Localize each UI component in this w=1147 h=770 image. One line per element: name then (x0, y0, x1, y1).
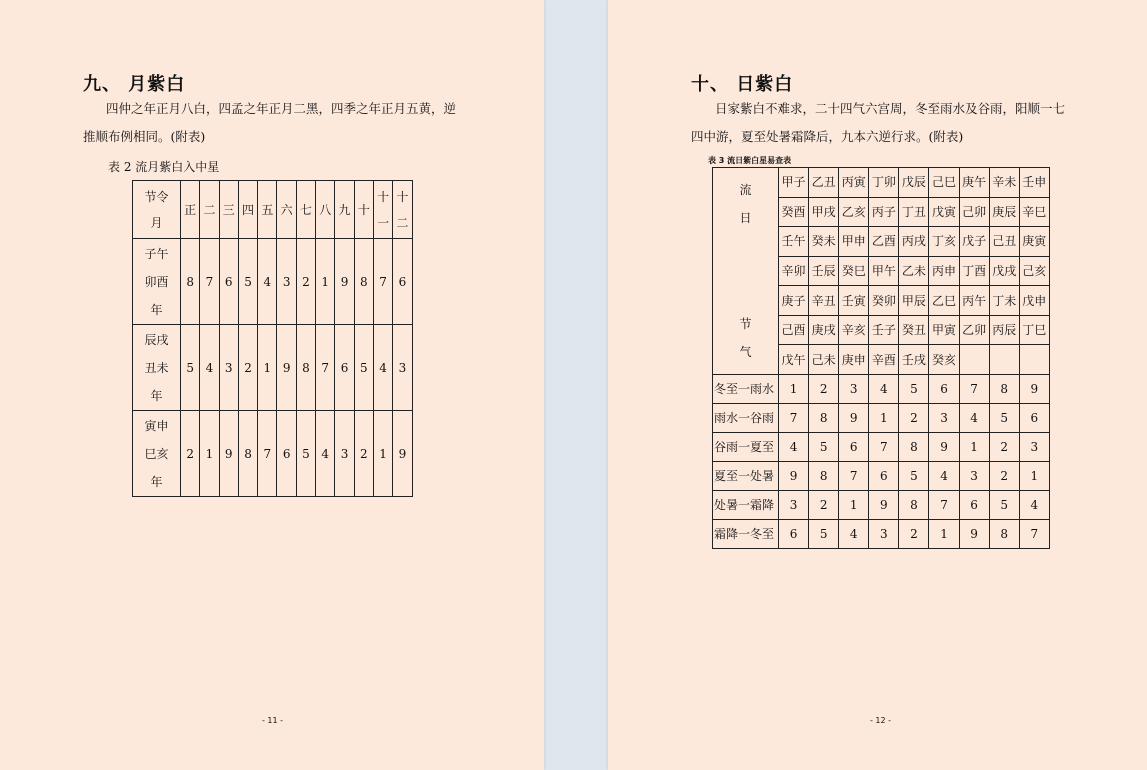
star-value: 4 (258, 239, 277, 325)
ganzhi-cell: 戊寅 (929, 197, 959, 227)
ganzhi-cell: 庚戌 (809, 315, 839, 345)
table-row (133, 411, 413, 497)
ganzhi-cell: 丙申 (929, 256, 959, 286)
row-label-line: 年 (150, 388, 163, 403)
ganzhi-cell (959, 345, 989, 375)
star-value: 1 (200, 411, 219, 497)
ganzhi-cell: 癸卯 (869, 286, 899, 316)
star-value: 2 (899, 520, 929, 549)
star-value: 3 (839, 375, 869, 404)
star-value: 6 (335, 325, 354, 411)
ganzhi-cell: 辛丑 (809, 286, 839, 316)
ganzhi-cell: 丙午 (959, 286, 989, 316)
star-value: 5 (354, 325, 373, 411)
star-value: 7 (258, 411, 277, 497)
star-value: 4 (959, 404, 989, 433)
star-value: 4 (869, 375, 899, 404)
ganzhi-cell: 壬子 (869, 315, 899, 345)
star-value: 2 (989, 462, 1019, 491)
row-label (133, 239, 181, 325)
star-value: 2 (899, 404, 929, 433)
table-row (133, 325, 413, 411)
section-heading: 九、 月紫白 (83, 74, 186, 95)
ganzhi-cell: 庚辰 (989, 197, 1019, 227)
ganzhi-cell: 癸亥 (929, 345, 959, 375)
ganzhi-cell: 庚申 (839, 345, 869, 375)
star-value: 8 (296, 325, 315, 411)
ganzhi-cell: 丁未 (989, 286, 1019, 316)
table-header-row (133, 181, 413, 239)
ganzhi-cell: 癸未 (809, 227, 839, 257)
star-value: 3 (779, 491, 809, 520)
ganzhi-cell: 乙巳 (929, 286, 959, 316)
term-row (713, 433, 1050, 462)
ganzhi-cell: 辛未 (989, 168, 1019, 198)
ganzhi-cell: 辛酉 (869, 345, 899, 375)
star-value: 4 (929, 462, 959, 491)
row-label-line: 丑未 (144, 360, 169, 375)
star-value: 8 (899, 433, 929, 462)
star-value: 7 (200, 239, 219, 325)
row-label-line: 巳亥 (144, 446, 169, 461)
ganzhi-cell: 丁亥 (929, 227, 959, 257)
star-value: 5 (899, 375, 929, 404)
ganzhi-cell: 戊辰 (899, 168, 929, 198)
star-value: 5 (296, 411, 315, 497)
ganzhi-cell: 戊午 (779, 345, 809, 375)
star-value: 3 (219, 325, 238, 411)
month-header: 五 (258, 181, 277, 239)
ganzhi-cell: 甲子 (779, 168, 809, 198)
ganzhi-cell: 丙辰 (989, 315, 1019, 345)
star-value: 6 (839, 433, 869, 462)
ganzhi-cell: 癸酉 (779, 197, 809, 227)
star-value: 1 (779, 375, 809, 404)
star-value: 3 (929, 404, 959, 433)
side-label-top-char: 日 (739, 211, 752, 225)
star-value: 8 (989, 520, 1019, 549)
star-value: 8 (989, 375, 1019, 404)
paragraph-line-2: 四中游，夏至处暑霜降后，九本六逆行求。(附表) (691, 129, 964, 144)
ganzhi-cell: 丁丑 (899, 197, 929, 227)
star-value: 3 (959, 462, 989, 491)
star-value: 4 (779, 433, 809, 462)
ganzhi-cell: 庚子 (779, 286, 809, 316)
ganzhi-cell: 庚午 (959, 168, 989, 198)
term-row (713, 491, 1050, 520)
term-label: 冬至一雨水 (713, 375, 779, 404)
star-value: 6 (393, 239, 412, 325)
star-value: 9 (839, 404, 869, 433)
star-value: 4 (839, 520, 869, 549)
paragraph-line-1: 日家紫白不难求，二十四气六宫周，冬至雨水及谷雨，阳顺一七 (715, 101, 1066, 116)
star-value: 7 (839, 462, 869, 491)
star-value: 5 (238, 239, 257, 325)
star-value: 2 (296, 239, 315, 325)
row-label-line: 卯酉 (144, 274, 169, 289)
page-number: - 11 - (262, 716, 284, 725)
star-value: 1 (316, 239, 335, 325)
month-header: 六 (277, 181, 296, 239)
star-value: 9 (929, 433, 959, 462)
star-value: 4 (200, 325, 219, 411)
term-label: 雨水一谷雨 (713, 404, 779, 433)
star-value: 7 (373, 239, 392, 325)
row-label-line: 年 (150, 474, 163, 489)
term-row (713, 404, 1050, 433)
section-heading: 十、 日紫白 (691, 74, 794, 95)
star-value: 3 (335, 411, 354, 497)
star-value: 9 (1019, 375, 1049, 404)
month-header-char: 十 (396, 189, 409, 204)
star-value: 9 (959, 520, 989, 549)
ganzhi-cell: 庚寅 (1019, 227, 1049, 257)
star-value: 5 (809, 433, 839, 462)
page-number: - 12 - (870, 716, 892, 725)
term-row (713, 462, 1050, 491)
ganzhi-cell: 辛卯 (779, 256, 809, 286)
ganzhi-cell: 丁酉 (959, 256, 989, 286)
term-row (713, 375, 1050, 404)
month-header: 四 (238, 181, 257, 239)
ganzhi-cell (1019, 345, 1049, 375)
ganzhi-cell (989, 345, 1019, 375)
star-value: 1 (1019, 462, 1049, 491)
ganzhi-cell: 甲戌 (809, 197, 839, 227)
term-label: 夏至一处暑 (713, 462, 779, 491)
star-value: 8 (238, 411, 257, 497)
star-value: 8 (181, 239, 200, 325)
star-value: 1 (839, 491, 869, 520)
month-header (393, 181, 412, 239)
paragraph-line-2: 推顺布例相同。(附表) (83, 129, 206, 144)
month-header: 二 (200, 181, 219, 239)
star-value: 6 (219, 239, 238, 325)
star-value: 7 (959, 375, 989, 404)
star-value: 4 (316, 411, 335, 497)
ganzhi-cell: 壬寅 (839, 286, 869, 316)
ganzhi-cell: 癸巳 (839, 256, 869, 286)
star-value: 9 (219, 411, 238, 497)
table-caption: 表 3 流日紫白星易查表 (708, 156, 792, 165)
ganzhi-cell: 辛巳 (1019, 197, 1049, 227)
star-value: 5 (899, 462, 929, 491)
ganzhi-cell: 己丑 (989, 227, 1019, 257)
star-value: 8 (809, 462, 839, 491)
ganzhi-cell: 乙酉 (869, 227, 899, 257)
star-value: 5 (989, 491, 1019, 520)
month-header: 八 (316, 181, 335, 239)
star-value: 7 (869, 433, 899, 462)
star-value: 6 (1019, 404, 1049, 433)
star-value: 1 (929, 520, 959, 549)
star-value: 8 (354, 239, 373, 325)
page-12 (608, 0, 1147, 770)
ganzhi-cell: 己卯 (959, 197, 989, 227)
paragraph-line-1: 四仲之年正月八白，四孟之年正月二黑，四季之年正月五黄，逆 (106, 101, 457, 116)
row-label-line: 年 (150, 302, 163, 317)
ganzhi-cell: 癸丑 (899, 315, 929, 345)
row-label (133, 325, 181, 411)
ganzhi-cell: 甲寅 (929, 315, 959, 345)
row-label-line: 辰戌 (144, 332, 169, 347)
star-value: 9 (335, 239, 354, 325)
ganzhi-cell: 辛亥 (839, 315, 869, 345)
star-value: 9 (869, 491, 899, 520)
star-value: 6 (869, 462, 899, 491)
ganzhi-cell: 丙寅 (839, 168, 869, 198)
star-value: 4 (1019, 491, 1049, 520)
star-value: 7 (316, 325, 335, 411)
ganzhi-cell: 乙卯 (959, 315, 989, 345)
row-label-line: 寅申 (144, 418, 169, 433)
star-value: 6 (929, 375, 959, 404)
star-value: 5 (181, 325, 200, 411)
star-value: 3 (869, 520, 899, 549)
ganzhi-cell: 己未 (809, 345, 839, 375)
star-value: 2 (354, 411, 373, 497)
star-value: 1 (373, 411, 392, 497)
side-label-bottom-char: 节 (739, 317, 752, 331)
star-value: 4 (373, 325, 392, 411)
star-value: 6 (959, 491, 989, 520)
ganzhi-cell: 丁巳 (1019, 315, 1049, 345)
ganzhi-cell: 乙丑 (809, 168, 839, 198)
star-value: 7 (779, 404, 809, 433)
ganzhi-cell: 乙未 (899, 256, 929, 286)
month-header-char: 二 (396, 215, 409, 230)
star-value: 5 (989, 404, 1019, 433)
side-label (713, 168, 779, 375)
star-value: 9 (277, 325, 296, 411)
row-label-line: 子午 (144, 246, 169, 261)
ganzhi-cell: 乙亥 (839, 197, 869, 227)
ganzhi-cell: 己亥 (1019, 256, 1049, 286)
ganzhi-cell: 甲辰 (899, 286, 929, 316)
month-header: 九 (335, 181, 354, 239)
header-label-bottom: 月 (150, 215, 163, 230)
star-value: 6 (779, 520, 809, 549)
ganzhi-cell: 壬午 (779, 227, 809, 257)
star-value: 1 (258, 325, 277, 411)
monthly-star-table (132, 180, 413, 497)
daily-star-table (712, 167, 1050, 549)
table-caption: 表 2 流月紫白入中星 (108, 160, 220, 174)
star-value: 3 (1019, 433, 1049, 462)
page-11 (0, 0, 544, 770)
month-header: 十 (354, 181, 373, 239)
row-label (133, 411, 181, 497)
star-value: 2 (238, 325, 257, 411)
star-value: 2 (809, 491, 839, 520)
side-label-bottom-char: 气 (739, 345, 752, 359)
ganzhi-cell: 戊申 (1019, 286, 1049, 316)
ganzhi-cell: 丁卯 (869, 168, 899, 198)
star-value: 7 (929, 491, 959, 520)
ganzhi-cell: 甲午 (869, 256, 899, 286)
star-value: 6 (277, 411, 296, 497)
term-label: 处暑一霜降 (713, 491, 779, 520)
star-value: 3 (277, 239, 296, 325)
term-row (713, 520, 1050, 549)
ganzhi-cell: 壬申 (1019, 168, 1049, 198)
star-value: 8 (899, 491, 929, 520)
term-label: 霜降一冬至 (713, 520, 779, 549)
month-header (373, 181, 392, 239)
star-value: 1 (959, 433, 989, 462)
month-header: 正 (181, 181, 200, 239)
star-value: 3 (393, 325, 412, 411)
side-label-top-char: 流 (739, 183, 752, 197)
table-row (133, 239, 413, 325)
month-header-char: 十 (377, 189, 390, 204)
month-header: 七 (296, 181, 315, 239)
star-value: 5 (809, 520, 839, 549)
header-label-top: 节令 (144, 189, 169, 204)
star-value: 9 (393, 411, 412, 497)
star-value: 2 (181, 411, 200, 497)
ganzhi-cell: 丙戌 (899, 227, 929, 257)
ganzhi-cell: 丙子 (869, 197, 899, 227)
ganzhi-cell: 戊戌 (989, 256, 1019, 286)
ganzhi-row (713, 168, 1050, 198)
ganzhi-cell: 甲申 (839, 227, 869, 257)
star-value: 2 (989, 433, 1019, 462)
ganzhi-cell: 己巳 (929, 168, 959, 198)
month-header: 三 (219, 181, 238, 239)
star-value: 1 (869, 404, 899, 433)
ganzhi-cell: 己酉 (779, 315, 809, 345)
term-label: 谷雨一夏至 (713, 433, 779, 462)
header-label (133, 181, 181, 239)
month-header-char: 一 (377, 215, 390, 230)
star-value: 2 (809, 375, 839, 404)
star-value: 9 (779, 462, 809, 491)
ganzhi-cell: 壬辰 (809, 256, 839, 286)
star-value: 8 (809, 404, 839, 433)
star-value: 7 (1019, 520, 1049, 549)
ganzhi-cell: 壬戌 (899, 345, 929, 375)
ganzhi-cell: 戊子 (959, 227, 989, 257)
